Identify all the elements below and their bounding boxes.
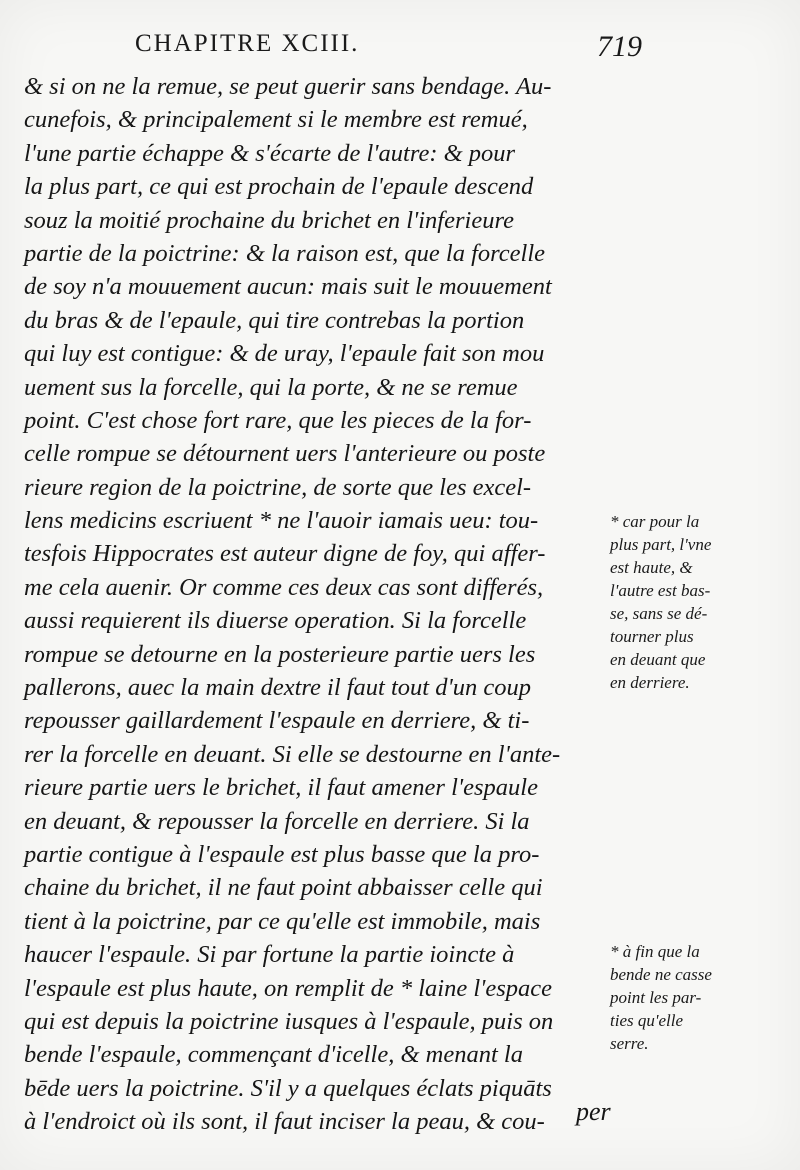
text-line: en deuant, & repousser la forcelle en derriere. Si la — [24, 807, 530, 835]
text-line: du bras & de l'epaule, qui tire contrebas la portion — [24, 306, 525, 334]
text-line: partie de la poictrine: & la raison est, que la forcelle — [24, 239, 545, 267]
note-line: ties qu'elle — [610, 1011, 684, 1030]
text-line: partie contigue à l'espaule est plus basse que la pro- — [24, 840, 540, 868]
catchword: per — [576, 1097, 611, 1126]
text-line: tesfois Hippocrates est auteur digne de foy, qui affer- — [24, 540, 546, 568]
note-line: en derriere. — [610, 673, 690, 692]
main-text-block — [24, 70, 604, 1139]
text-line: celle rompue se détournent uers l'anterieure ou poste — [24, 440, 546, 468]
note-line: * à fin que la — [610, 942, 700, 961]
text-line: pallerons, auec la main dextre il faut tout d'un coup — [24, 674, 531, 702]
note-line: serre. — [610, 1034, 649, 1053]
text-line: la plus part, ce qui est prochain de l'epaule descend — [24, 173, 534, 201]
page-number: 719 — [597, 30, 642, 63]
text-line: rieure partie uers le brichet, il faut amener l'espaule — [24, 774, 538, 802]
note-line: l'autre est bas- — [610, 581, 711, 600]
text-line: lens medicins escriuent * ne l'auoir iamais ueu: tou- — [24, 507, 539, 535]
note-line: bende ne casse — [610, 965, 712, 984]
text-line: tient à la poictrine, par ce qu'elle est immobile, mais — [24, 907, 541, 935]
text-line: & si on ne la remue, se peut guerir sans bendage. Au- — [24, 73, 552, 100]
text-line: repousser gaillardement l'espaule en derriere, & ti- — [24, 707, 530, 735]
text-line: rer la forcelle en deuant. Si elle se destourne en l'ante- — [24, 740, 561, 768]
text-line: bende l'espaule, commençant d'icelle, & menant la — [24, 1041, 523, 1069]
text-line: haucer l'espaule. Si par fortune la partie ioincte à — [24, 941, 515, 969]
text-line: point. C'est chose fort rare, que les pieces de la for- — [24, 406, 532, 434]
text-line: qui est depuis la poictrine iusques à l'espaule, puis on — [24, 1007, 554, 1035]
margin-note-2 — [610, 940, 785, 1055]
text-line: aussi requierent ils diuerse operation. Si la forcelle — [24, 607, 527, 635]
text-line: rieure region de la poictrine, de sorte que les excel- — [24, 473, 532, 501]
note-line: point les par- — [610, 988, 702, 1007]
text-line: l'espaule est plus haute, on remplit de * laine l'espace — [24, 974, 553, 1002]
note-line: est haute, & — [610, 558, 693, 577]
text-line: à l'endroict où ils sont, il faut inciser la peau, & cou- — [24, 1108, 545, 1136]
running-head: CHAPITRE XCIII. — [135, 30, 360, 57]
note-line: en deuant que — [610, 650, 706, 669]
text-line: qui luy est contigue: & de uray, l'epaule fait son mou — [24, 340, 545, 368]
text-line: uement sus la forcelle, qui la porte, & ne se remue — [24, 373, 518, 401]
note-line: plus part, l'vne — [610, 535, 712, 554]
text-line: de soy n'a mouuement aucun: mais suit le mouuement — [24, 273, 552, 301]
text-line: l'une partie échappe & s'écarte de l'autre: & pour — [24, 139, 516, 167]
note-line: tourner plus — [610, 627, 694, 646]
margin-note-1 — [610, 510, 785, 694]
text-line: cunefois, & principalement si le membre est remué, — [24, 106, 528, 134]
text-line: me cela auenir. Or comme ces deux cas sont differés, — [24, 573, 544, 601]
text-line: chaine du brichet, il ne faut point abbaisser celle qui — [24, 874, 543, 902]
note-line: se, sans se dé- — [610, 604, 708, 623]
text-line: rompue se detourne en la posterieure partie uers les — [24, 640, 536, 668]
text-line: bēde uers la poictrine. S'il y a quelques éclats piquāts — [24, 1074, 552, 1102]
note-line: * car pour la — [610, 512, 700, 531]
text-line: souz la moitié prochaine du brichet en l'inferieure — [24, 206, 514, 234]
